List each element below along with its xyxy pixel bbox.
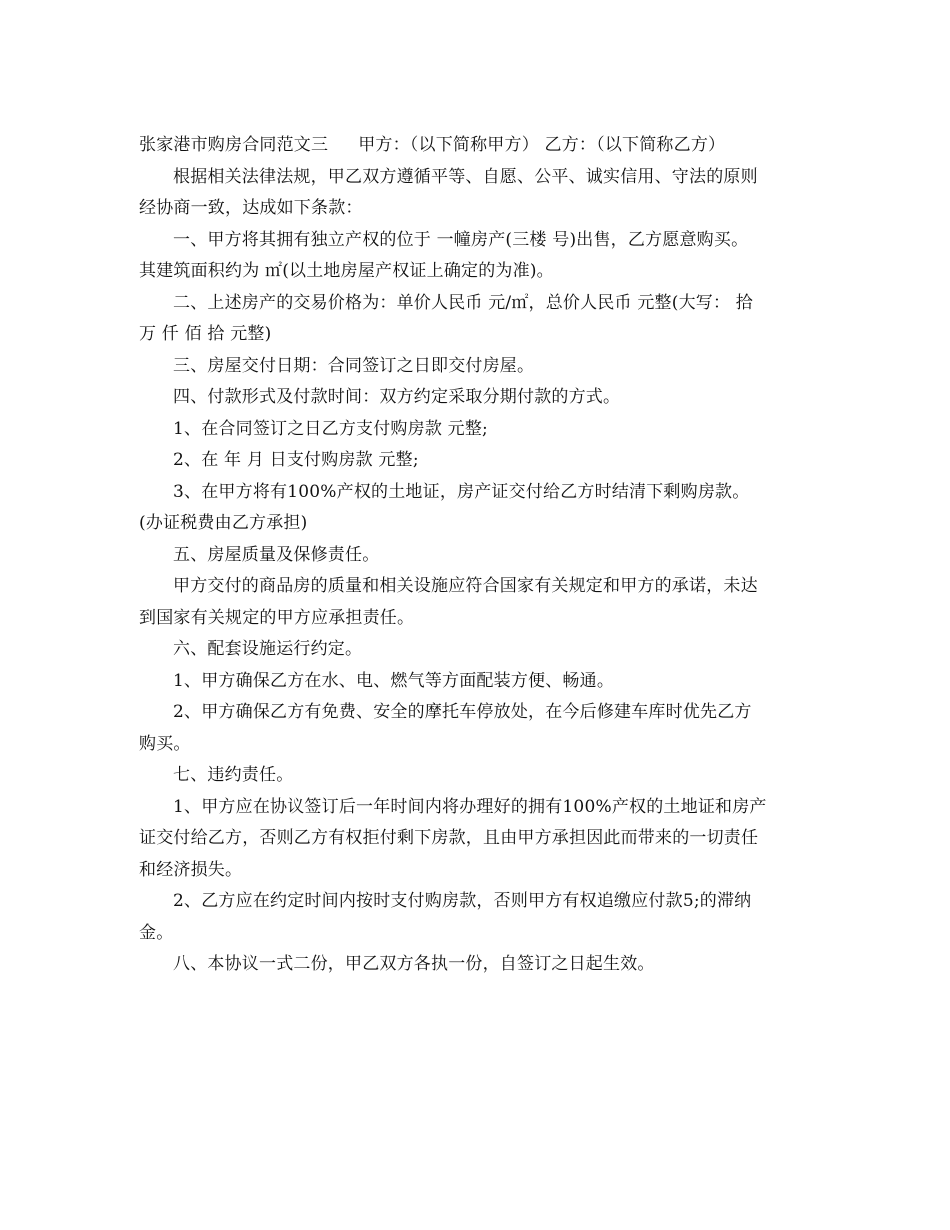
- paragraph-line: 证交付给乙方，否则乙方有权拒付剩下房款，且由甲方承担因此而带来的一切责任: [139, 828, 759, 848]
- paragraph-line: 经协商一致，达成如下条款：: [139, 198, 363, 218]
- party-a-label: 甲方：（以下简称甲方）: [358, 135, 539, 155]
- paragraph-line: 一、甲方将其拥有独立产权的位于 一幢房产(三楼 号)出售，乙方愿意购买。: [173, 229, 749, 250]
- paragraph-line: 五、房屋质量及保修责任。: [173, 544, 380, 565]
- document-title-line: [139, 130, 815, 162]
- party-b-label: 乙方：（以下简称乙方）: [544, 135, 726, 155]
- paragraph-line: 2、甲方确保乙方有免费、安全的摩托车停放处，在今后修建车库时优先乙方: [173, 702, 752, 722]
- paragraph-line: 到国家有关规定的甲方应承担责任。: [139, 607, 415, 628]
- paragraph-line: 1、甲方确保乙方在水、电、燃气等方面配装方便、畅通。: [173, 670, 615, 691]
- paragraph-line: 根据相关法律法规，甲乙双方遵循平等、自愿、公平、诚实信用、守法的原则: [173, 166, 758, 187]
- document-page: [139, 130, 815, 981]
- paragraph-line: 四、付款形式及付款时间：双方约定采取分期付款的方式。: [173, 387, 621, 407]
- paragraph-line: 三、房屋交付日期：合同签订之日即交付房屋。: [173, 355, 535, 376]
- paragraph-line: 和经济损失。: [139, 859, 243, 880]
- paragraph-line: 3、在甲方将有100%产权的土地证，房产证交付给乙方时结清下剩购房款。: [173, 481, 750, 502]
- paragraph-line: 2、在 年 月 日支付购房款 元整;: [173, 450, 419, 470]
- paragraph-line: 七、违约责任。: [173, 765, 294, 785]
- document-title: 张家港市购房合同范文三: [139, 135, 329, 155]
- paragraph-line: 二、上述房产的交易价格为：单价人民币 元/㎡，总价人民币 元整(大写： 拾: [173, 292, 753, 313]
- paragraph-line: 其建筑面积约为 ㎡(以土地房屋产权证上确定的为准)。: [139, 261, 554, 281]
- paragraph-line: 六、配套设施运行约定。: [173, 639, 363, 659]
- paragraph-line: 购买。: [139, 733, 191, 754]
- paragraph-line: 甲方交付的商品房的质量和相关设施应符合国家有关规定和甲方的承诺，未达: [173, 576, 758, 596]
- paragraph-line: 1、在合同签订之日乙方支付购房款 元整;: [173, 418, 488, 439]
- paragraph-line: 2、乙方应在约定时间内按时支付购房款，否则甲方有权追缴应付款5;的滞纳: [173, 891, 752, 911]
- paragraph-line: 1、甲方应在协议签订后一年时间内将办理好的拥有100%产权的土地证和房产: [173, 796, 767, 817]
- document-body: [139, 162, 815, 981]
- paragraph-line: 金。: [139, 922, 174, 943]
- paragraph-line: 八、本协议一式二份，甲乙双方各执一份，自签订之日起生效。: [173, 954, 655, 974]
- paragraph-line: 万 仟 佰 拾 元整): [139, 324, 272, 344]
- paragraph-line: (办证税费由乙方承担): [139, 513, 308, 533]
